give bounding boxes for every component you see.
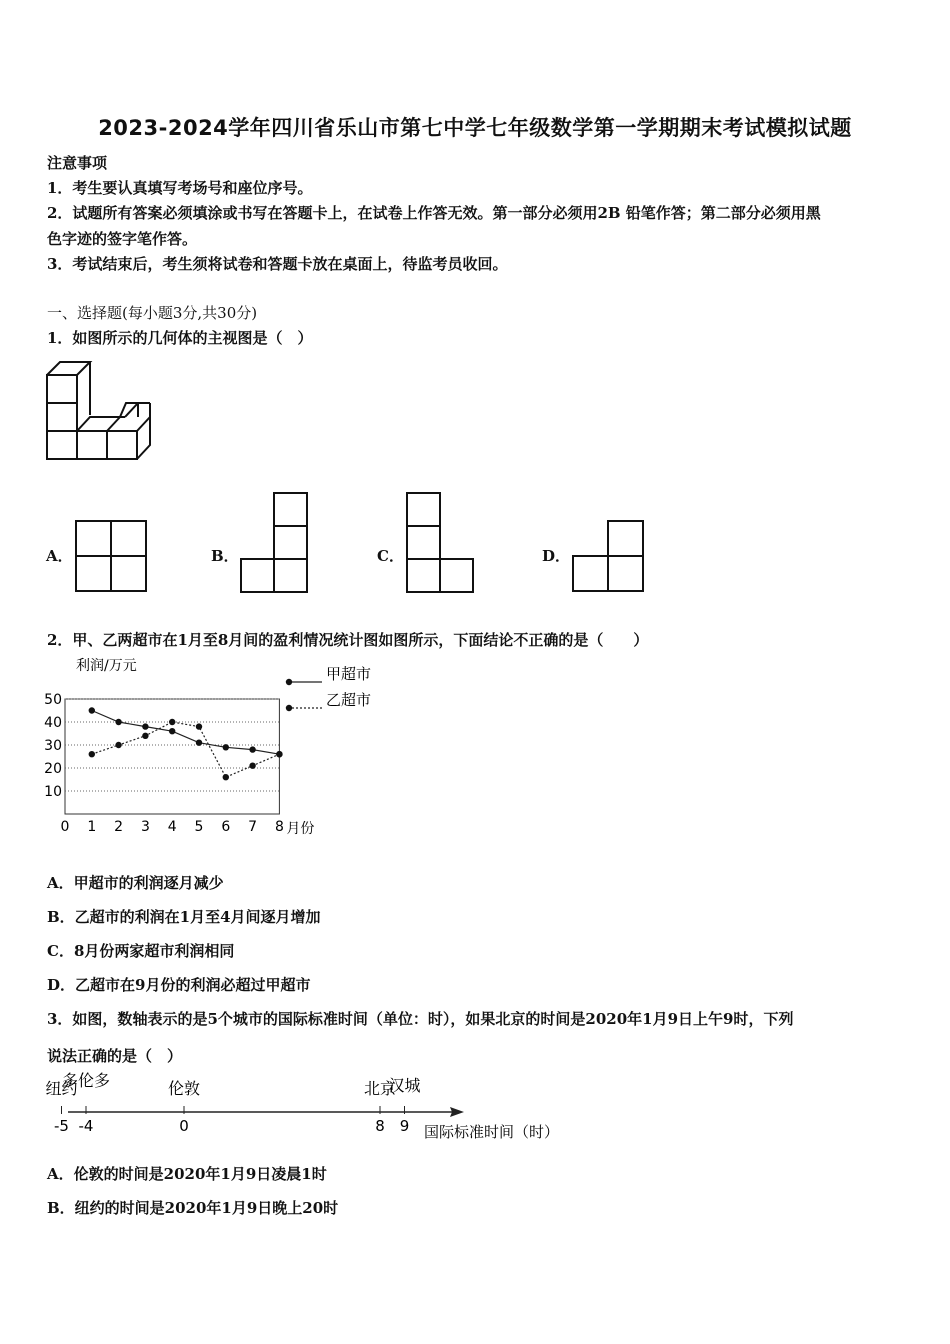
time-number-line	[40, 1072, 600, 1152]
x-tick-label: 7	[248, 819, 258, 835]
q2-option-a[interactable]: A．甲超市的利润逐月减少	[47, 874, 224, 892]
q2-option-c[interactable]: C．8月份两家超市利润相同	[47, 942, 235, 960]
x-tick-label: 8	[274, 819, 284, 835]
legend-label: 甲超市	[326, 665, 372, 683]
q3-stem-line2: 说法正确的是（ ）	[47, 1047, 183, 1065]
tick-value: 0	[179, 1117, 189, 1135]
q1-option-c-label[interactable]: C．	[377, 547, 404, 565]
city-name: 纽约	[45, 1079, 78, 1098]
profit-line-chart	[40, 652, 400, 842]
q1-option-a-label[interactable]: A．	[46, 547, 73, 565]
data-point	[223, 744, 229, 750]
notice-item: 1．考生要认真填写考场号和座位序号。	[47, 179, 313, 197]
q1-solid-figure	[40, 355, 150, 465]
y-tick-label: 20	[44, 761, 62, 777]
section-heading: 一、选择题(每小题3分,共30分)	[47, 304, 258, 322]
data-point	[142, 733, 148, 739]
q3-option-a[interactable]: A．伦敦的时间是2020年1月9日凌晨1时	[47, 1165, 327, 1183]
legend-label: 乙超市	[326, 691, 372, 709]
data-point	[169, 728, 175, 734]
tick-value: 8	[375, 1117, 385, 1135]
y-tick-label: 50	[44, 692, 62, 708]
x-tick-label: 5	[194, 819, 204, 835]
x-axis-label: 月份	[286, 821, 315, 837]
q3-stem-line1: 3．如图，数轴表示的是5个城市的国际标准时间（单位：时），如果北京的时间是2020年1月9日上午9时，下列	[47, 1010, 794, 1028]
plot-area	[65, 699, 279, 814]
q1-option-b-figure	[239, 492, 311, 596]
y-tick-label: 10	[44, 784, 62, 800]
tick-value: 9	[399, 1117, 410, 1135]
data-point	[276, 751, 282, 757]
q1-option-d-label[interactable]: D．	[542, 547, 571, 565]
q2-option-d[interactable]: D．乙超市在9月份的利润必超过甲超市	[47, 976, 311, 994]
page-title: 2023-2024学年四川省乐山市第七中学七年级数学第一学期期末考试模拟试题	[98, 116, 852, 140]
q1-option-d-figure	[571, 520, 647, 596]
y-axis-label: 利润/万元	[76, 658, 137, 674]
city-name: 汉城	[388, 1076, 421, 1095]
legend-marker	[286, 679, 292, 685]
x-tick-label: 6	[221, 819, 231, 835]
data-point	[142, 723, 148, 729]
data-point	[223, 774, 229, 780]
data-point	[115, 742, 121, 748]
q2-option-b[interactable]: B．乙超市的利润在1月至4月间逐月增加	[47, 908, 321, 926]
x-tick-label: 2	[114, 819, 124, 835]
data-point	[249, 763, 255, 769]
city-name: 伦敦	[167, 1079, 201, 1098]
notice-item: 色字迹的签字笔作答。	[47, 230, 198, 248]
q2-stem: 2．甲、乙两超市在1月至8月间的盈利情况统计图如图所示，下面结论不正确的是（ ）	[47, 631, 649, 649]
data-point	[115, 719, 121, 725]
data-point	[196, 723, 202, 729]
city-name: 多伦多	[61, 1071, 111, 1090]
city-name: 北京	[363, 1079, 397, 1098]
data-point	[89, 751, 95, 757]
data-point	[89, 707, 95, 713]
data-point	[196, 740, 202, 746]
x-tick-label: 4	[167, 819, 177, 835]
legend-marker	[286, 705, 292, 711]
y-tick-label: 30	[44, 738, 62, 754]
notice-heading: 注意事项	[47, 154, 108, 172]
q1-option-a-figure	[75, 520, 149, 594]
notice-item: 3．考试结束后，考生须将试卷和答题卡放在桌面上，待监考员收回。	[47, 255, 508, 273]
x-tick-label: 1	[87, 819, 97, 835]
tick-value: -5	[54, 1117, 69, 1135]
x-tick-label: 3	[140, 819, 150, 835]
q1-option-c-figure	[405, 492, 477, 596]
axis-label: 国际标准时间（时）	[424, 1123, 560, 1141]
x-tick-label: 0	[60, 819, 70, 835]
axis-arrow	[450, 1107, 464, 1117]
q3-option-b[interactable]: B．纽约的时间是2020年1月9日晚上20时	[47, 1199, 339, 1217]
tick-value: -4	[78, 1117, 94, 1135]
q1-stem: 1．如图所示的几何体的主视图是（ ）	[47, 329, 313, 347]
data-point	[249, 746, 255, 752]
data-point	[169, 719, 175, 725]
notice-item: 2．试题所有答案必须填涂或书写在答题卡上，在试卷上作答无效。第一部分必须用2B 铅笔作答；第二部分必须用黑	[47, 204, 821, 222]
q1-option-b-label[interactable]: B．	[211, 547, 239, 565]
y-tick-label: 40	[44, 715, 62, 731]
